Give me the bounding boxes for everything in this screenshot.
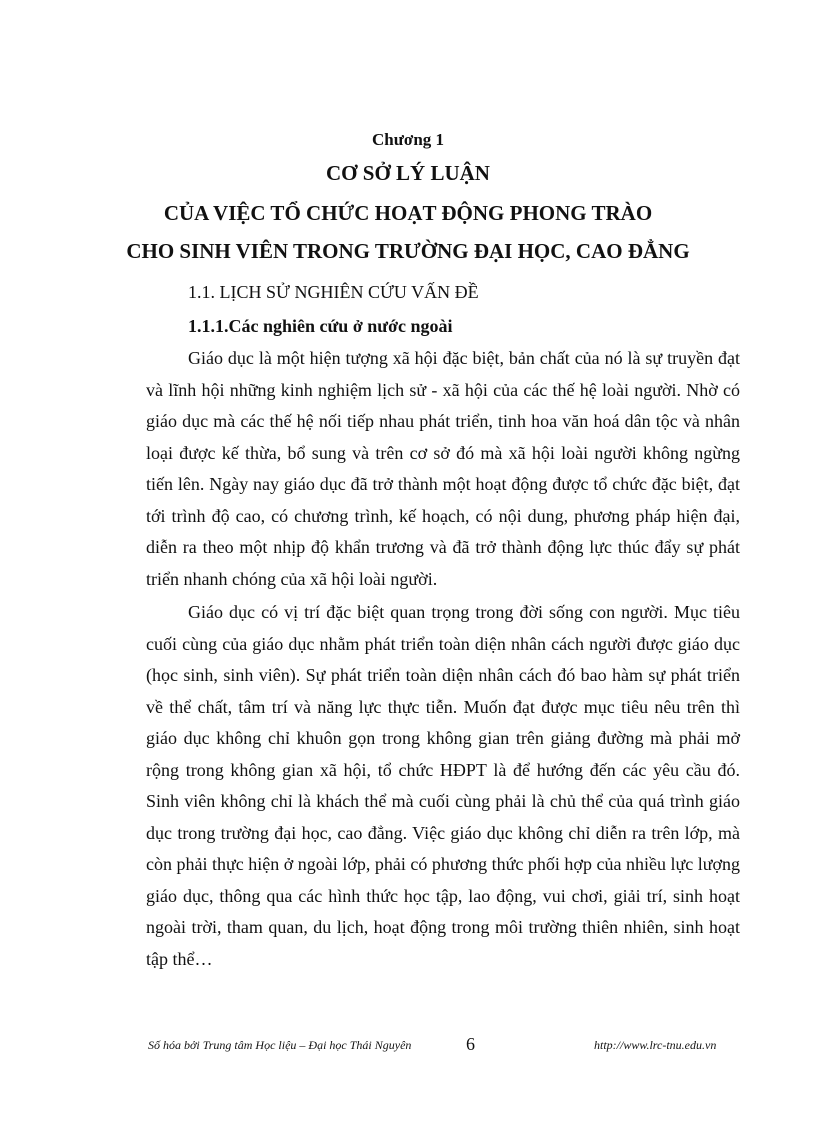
footer-source: Số hóa bởi Trung tâm Học liệu – Đại học Thái Nguyên	[148, 1038, 412, 1052]
page-number: 6	[466, 1034, 475, 1054]
chapter-title-line-1: CƠ SỞ LÝ LUẬN	[326, 161, 490, 185]
footer-url: http://www.lrc-tnu.edu.vn	[594, 1038, 717, 1052]
subsection-heading: 1.1.1.Các nghiên cứu ở nước ngoài	[188, 316, 453, 336]
chapter-label: Chương 1	[371, 130, 445, 149]
body-paragraph-1: Giáo dục là một hiện tượng xã hội đặc biệt, bản chất của nó là sự truyền đạt và lĩnh hội những kinh nghiệm lịch sử - xã hội của các thế hệ loài người. Nhờ có giáo dục mà các thế hệ nối tiếp nhau phát triển, tinh hoa văn hoá dân tộc và nhân loại được kế thừa, bổ sung và trên cơ sở đó mà xã hội loài người không ngừng tiến lên. Ngày nay giáo dục đã trở thành một hoạt động được tổ chức đặc biệt, đạt tới trình độ cao, có chương trình, kế hoạch, có nội dung, phương pháp hiện đại, diễn ra theo một nhịp độ khẩn trương và đã trở thành động lực thúc đẩy sự phát triển nhanh chóng của xã hội loài người.	[146, 348, 740, 589]
chapter-title-line-2: CỦA VIỆC TỔ CHỨC HOẠT ĐỘNG PHONG TRÀO	[163, 201, 653, 225]
section-heading: 1.1. LỊCH SỬ NGHIÊN CỨU VẤN ĐỀ	[188, 282, 479, 302]
body-paragraph-2: Giáo dục có vị trí đặc biệt quan trọng trong đời sống con người. Mục tiêu cuối cùng của giáo dục nhằm phát triển toàn diện nhân cách người được giáo dục (học sinh, sinh viên). Sự phát triển toàn diện nhân cách đó bao hàm sự phát triển về thể chất, tâm trí và năng lực thực tiễn. Muốn đạt được mục tiêu nêu trên thì giáo dục không chỉ khuôn gọn trong không gian trên giảng đường mà phải mở rộng trong không gian xã hội, tổ chức HĐPT là để hướng đến các yêu cầu đó. Sinh viên không chỉ là khách thể mà cuối cùng phải là chủ thể của quá trình giáo dục trong trường đại học, cao đẳng. Việc giáo dục không chỉ diễn ra trên lớp, mà còn phải thực hiện ở ngoài lớp, phải có phương thức phối hợp của nhiều lực lượng giáo dục, thông qua các hình thức học tập, lao động, vui chơi, giải trí, sinh hoạt ngoài trời, tham quan, du lịch, hoạt động trong môi trường thiên nhiên, sinh hoạt tập thể…	[146, 602, 740, 969]
chapter-title-line-3: CHO SINH VIÊN TRONG TRƯỜNG ĐẠI HỌC, CAO ĐẲNG	[126, 239, 690, 263]
